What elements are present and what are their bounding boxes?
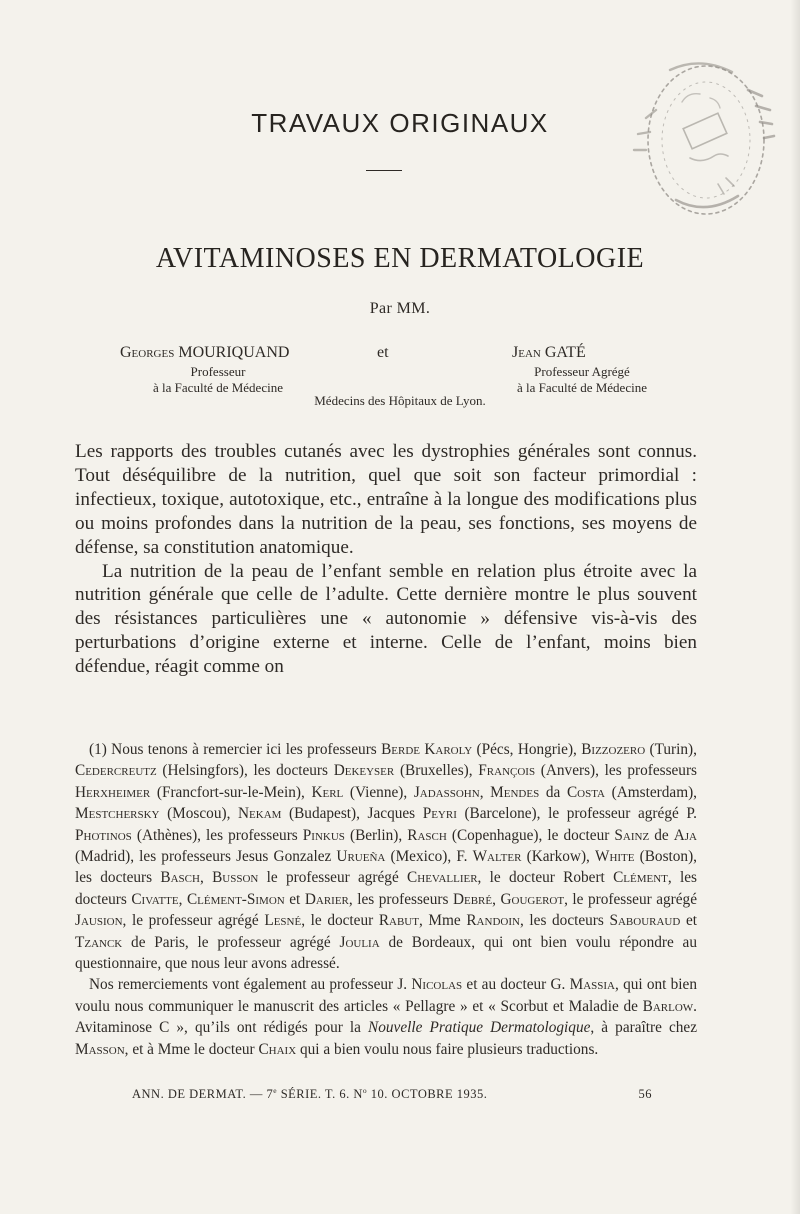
author-left-affiliation: à la Faculté de Médecine xyxy=(153,379,283,395)
body-paragraph-1: Les rapports des troubles cutanés avec les dystrophies générales sont connus. Tout déséquilibre de la nutrition, quel que soit son facteur primordial : infectieux, toxique, autotoxique, etc., entraîne à la longue des modifications plus ou moins profondes dans la nutrition de la peau, ses fonctions, ses moyens de défense, sa constitution anatomique. xyxy=(75,441,697,558)
footnotes xyxy=(75,739,697,1060)
author-left-titles xyxy=(88,364,348,395)
author-left-name: Georges MOURIQUAND xyxy=(120,344,290,361)
author-right-affiliation: à la Faculté de Médecine xyxy=(517,379,647,395)
library-stamp xyxy=(630,50,780,230)
body-paragraph-2: La nutrition de la peau de l’enfant semble en relation plus étroite avec la nutrition générale que celle de l’adulte. Cette dernière montre le plus souvent des résistances particulières une « autonomie » défensive vis-à-vis des perturbations d’origine externe et interne. Celle de l’enfant, moins bien défendue, réagit comme on xyxy=(75,560,697,678)
footnote-paragraph-1: (1) Nous tenons à remercier ici les professeurs Berde Karoly (Pécs, Hongrie), Bizzozero (Turin), Cedercreutz (Helsingfors), les docteurs Dekeyser (Bruxelles), François (Anvers), les professeurs Herxheimer (Francfort-sur-le-Mein), Kerl (Vienne), Jadassohn, Mendes da Costa (Amsterdam), Mestchersky (Moscou), Nekam (Budapest), Jacques Peyri (Barcelone), le professeur agrégé P. Photinos (Athènes), les professeurs Pinkus (Berlin), Rasch (Copenhague), le docteur Sainz de Aja (Madrid), les professeurs Jesus Gonzalez Urueña (Mexico), F. Walter (Karkow), White (Boston), les docteurs Basch, Busson le professeur agrégé Chevallier, le docteur Robert Clément, les docteurs Civatte, Clément-Simon et Darier, les professeurs Debré, Gougerot, le professeur agrégé Jausion, le professeur agrégé Lesné, le docteur Rabut, Mme Randoin, les docteurs Sabouraud et Tzanck de Paris, le professeur agrégé Joulia de Bordeaux, qui ont bien voulu répondre au questionnaire, que nous leur avons adressé. xyxy=(75,741,698,973)
page-rubric: TRAVAUX ORIGINAUX xyxy=(251,108,549,138)
article-body xyxy=(75,440,697,679)
title-divider xyxy=(366,170,402,171)
footnote-paragraph-2: Nos remerciements vont également au professeur J. Nicolas et au docteur G. Massia, qui ont bien voulu nous communiquer le manuscrit des articles « Pellagre » et « Scorbut et Maladie de Barlow. Avitaminose C », qu’ils ont rédigés pour la Nouvelle Pratique Dermatologique, à paraître chez Masson, et à Mme le docteur Chaix qui a bien voulu nous faire plusieurs traductions. xyxy=(75,976,697,1058)
byline: Par MM. xyxy=(369,300,431,317)
article-title: AVITAMINOSES EN DERMATOLOGIE xyxy=(155,243,645,274)
shared-affiliation: Médecins des Hôpitaux de Lyon. xyxy=(314,393,486,408)
author-right-title: Professeur Agrégé xyxy=(534,364,630,379)
page-number: 56 xyxy=(638,1087,652,1101)
author-conjunction: et xyxy=(377,344,389,361)
journal-citation: ANN. DE DERMAT. — 7e SÉRIE. T. 6. $N^o$ 10. OCTOBRE 1935. xyxy=(132,1085,488,1101)
page-edge-shadow xyxy=(790,0,800,1214)
author-right-name: Jean GATÉ xyxy=(512,344,586,361)
running-footer xyxy=(132,1087,652,1102)
author-right-titles xyxy=(452,364,712,395)
author-left-title: Professeur xyxy=(190,364,246,379)
